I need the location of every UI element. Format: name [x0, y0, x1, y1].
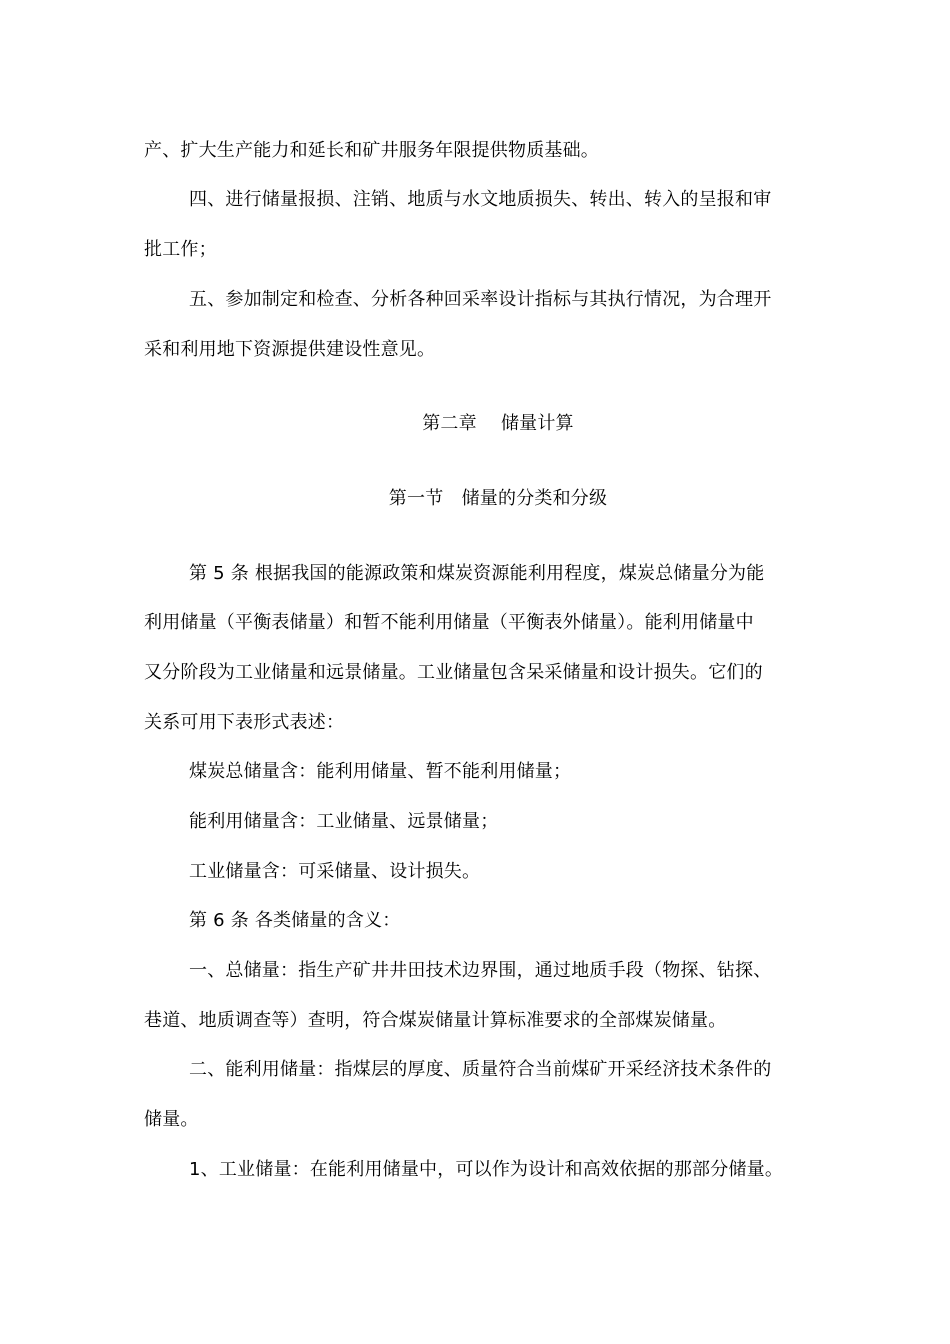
paragraph-line: 1、工业储量：在能利用储量中，可以作为设计和高效依据的那部分储量。 — [189, 1159, 784, 1180]
paragraph-line: 采和利用地下资源提供建设性意见。 — [144, 339, 436, 360]
paragraph-line: 储量。 — [144, 1109, 199, 1130]
paragraph-line: 关系可用下表形式表述： — [144, 712, 345, 733]
paragraph-line: 第 6 条 各类储量的含义： — [189, 910, 401, 931]
paragraph-line: 又分阶段为工业储量和远景储量。工业储量包含呆采储量和设计损失。它们的 — [144, 662, 763, 683]
paragraph-line: 工业储量含：可采储量、设计损失。 — [189, 861, 481, 882]
paragraph-line: 一、总储量：指生产矿井井田技术边界围，通过地质手段（物探、钻探、 — [189, 960, 772, 981]
paragraph-line: 批工作； — [144, 239, 217, 260]
paragraph-line: 利用储量（平衡表储量）和暂不能利用储量（平衡表外储量）。能利用储量中 — [144, 612, 754, 633]
paragraph-line: 煤炭总储量含：能利用储量、暂不能利用储量； — [189, 761, 572, 782]
paragraph-line: 四、进行储量报损、注销、地质与水文地质损失、转出、转入的呈报和审 — [189, 189, 772, 210]
section-heading: 第一节 储量的分类和分级 — [388, 488, 608, 509]
paragraph-line: 产、扩大生产能力和延长和矿井服务年限提供物质基础。 — [144, 140, 599, 161]
paragraph-line: 五、参加制定和检查、分析各种回采率设计指标与其执行情况，为合理开 — [189, 289, 772, 310]
paragraph-line: 巷道、地质调查等）查明，符合煤炭储量计算标准要求的全部煤炭储量。 — [144, 1010, 727, 1031]
paragraph-line: 能利用储量含：工业储量、远景储量； — [189, 811, 499, 832]
chapter-heading: 第二章 储量计算 — [422, 413, 574, 434]
paragraph-line: 二、能利用储量：指煤层的厚度、质量符合当前煤矿开采经济技术条件的 — [189, 1059, 772, 1080]
paragraph-line: 第 5 条 根据我国的能源政策和煤炭资源能利用程度，煤炭总储量分为能 — [189, 563, 765, 584]
